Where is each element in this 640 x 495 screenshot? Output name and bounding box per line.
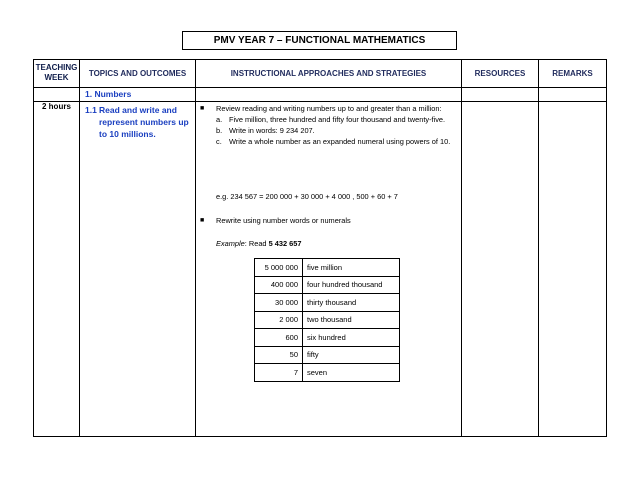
table-row [255, 294, 400, 312]
place-value-number: 400 000 [255, 276, 303, 294]
place-value-words: thirty thousand [303, 294, 400, 312]
list-item-a [216, 114, 456, 125]
header-remarks: REMARKS [552, 69, 593, 78]
place-value-number: 7 [255, 364, 303, 382]
table-row [255, 276, 400, 294]
header-teaching-week: TEACHING WEEK [35, 63, 78, 82]
col-border-2 [195, 59, 196, 437]
example-number: 5 432 657 [268, 239, 302, 248]
place-value-number: 5 000 000 [255, 259, 303, 277]
place-value-words: seven [303, 364, 400, 382]
section-row-border [33, 101, 607, 102]
header-topics: TOPICS AND OUTCOMES [88, 69, 187, 78]
example-read-line [216, 238, 456, 249]
table-bottom-border [33, 436, 607, 437]
col-border-3 [461, 59, 462, 437]
col-border-0 [33, 59, 34, 437]
table-row [255, 364, 400, 382]
example-text: : Read [244, 239, 269, 248]
place-value-words: five million [303, 259, 400, 277]
bullet-review-intro: Review reading and writing numbers up to and greater than a million: [216, 104, 442, 113]
section-title: 1. Numbers [85, 89, 132, 99]
list-marker: b. [216, 126, 223, 135]
header-resources: RESOURCES [474, 69, 526, 78]
list-item-c [216, 136, 456, 147]
subtopic-number: 1.1 [85, 105, 97, 115]
table-top-border [33, 59, 607, 60]
table-row [255, 311, 400, 329]
header-bottom-border-2 [33, 87, 607, 88]
subtopic-text: Read and write and represent numbers up to 10 millions. [99, 105, 189, 139]
subtopic-outcome [85, 104, 195, 140]
bullet-rewrite: Rewrite using number words or numerals [216, 216, 351, 225]
expanded-numeral-example: e.g. 234 567 = 200 000 + 30 000 + 4 000 , 500 + 60 + 7 [216, 192, 398, 201]
example-label: Example [216, 239, 245, 248]
list-marker: c. [216, 137, 222, 146]
place-value-words: fifty [303, 346, 400, 364]
page-title: PMV YEAR 7 – FUNCTIONAL MATHEMATICS [182, 31, 457, 50]
list-item-text: Write a whole number as an expanded numeral using powers of 10. [229, 137, 451, 146]
curriculum-table [33, 59, 607, 437]
list-marker: a. [216, 115, 223, 124]
table-row [255, 259, 400, 277]
list-item-text: Write in words: 9 234 207. [229, 126, 315, 135]
col-border-1 [79, 59, 80, 437]
bullet-icon: ■ [200, 105, 205, 112]
list-item-b [216, 125, 456, 136]
place-value-words: four hundred thousand [303, 276, 400, 294]
header-instructional: INSTRUCTIONAL APPROACHES AND STRATEGIES [230, 69, 427, 78]
place-value-number: 2 000 [255, 311, 303, 329]
place-value-words: two thousand [303, 311, 400, 329]
list-item-text: Five million, three hundred and fifty four thousand and twenty-five. [229, 115, 446, 124]
place-value-table [254, 258, 400, 382]
bullet-review [216, 103, 456, 147]
table-row [255, 329, 400, 347]
col-border-5 [606, 59, 607, 437]
table-row [255, 346, 400, 364]
place-value-number: 600 [255, 329, 303, 347]
teaching-week-value: 2 hours [42, 102, 71, 111]
col-border-4 [538, 59, 539, 437]
place-value-words: six hundred [303, 329, 400, 347]
place-value-number: 50 [255, 346, 303, 364]
bullet-icon: ■ [200, 217, 205, 224]
place-value-number: 30 000 [255, 294, 303, 312]
